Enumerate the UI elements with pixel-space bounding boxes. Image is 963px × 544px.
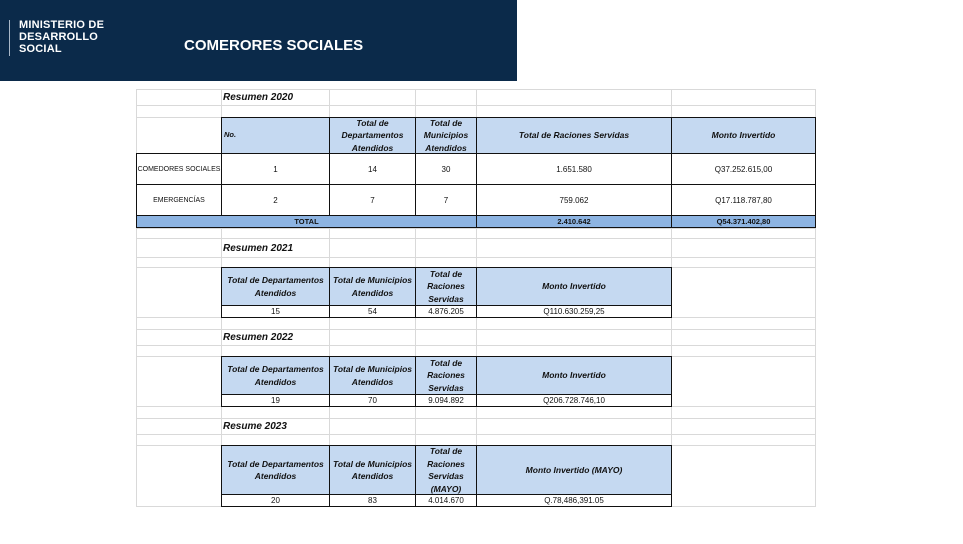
section-title-2021: Resumen 2021 bbox=[223, 243, 294, 254]
org-line-1: MINISTERIO DE bbox=[19, 19, 105, 31]
header-departamentos: Total de Departamentos Atendidos bbox=[221, 267, 330, 306]
row-label: COMEDORES SOCIALES bbox=[136, 153, 222, 185]
row-label: EMERGENCÍAS bbox=[136, 184, 222, 216]
gridline bbox=[136, 228, 816, 229]
cell-municipios: 30 bbox=[415, 153, 477, 185]
gridline bbox=[136, 89, 816, 90]
org-line-3: SOCIAL bbox=[19, 43, 62, 55]
cell-monto: Q206.728.746,10 bbox=[476, 394, 672, 407]
spreadsheet bbox=[136, 89, 815, 507]
cell-no: 1 bbox=[221, 153, 330, 185]
header-departamentos: Total de Departamentos Atendidos bbox=[221, 445, 330, 495]
gridline bbox=[136, 105, 816, 106]
header-raciones: Total de Raciones Servidas bbox=[476, 117, 672, 154]
header-raciones: Total de Raciones Servidas bbox=[415, 356, 477, 395]
cell-raciones: 759.062 bbox=[476, 184, 672, 216]
total-monto: Q54.371.402,80 bbox=[671, 215, 816, 228]
gridline bbox=[136, 345, 816, 346]
cell-departamentos: 15 bbox=[221, 305, 330, 318]
total-label: TOTAL bbox=[136, 215, 477, 228]
gridline bbox=[136, 434, 816, 435]
cell-departamentos: 14 bbox=[329, 153, 416, 185]
section-title-2020: Resumen 2020 bbox=[223, 92, 294, 103]
section-title-2023: Resume 2023 bbox=[223, 421, 287, 432]
header-no: No. bbox=[221, 117, 330, 154]
cell-departamentos: 19 bbox=[221, 394, 330, 407]
section-title-2022: Resumen 2022 bbox=[223, 332, 294, 343]
header-municipios: Total de Municipios Atendidos bbox=[329, 445, 416, 495]
header-municipios: Total de Municipios Atendidos bbox=[415, 117, 477, 154]
total-raciones: 2.410.642 bbox=[476, 215, 672, 228]
page-title: COMERORES SOCIALES bbox=[184, 37, 364, 54]
org-name bbox=[19, 19, 104, 55]
cell-municipios: 7 bbox=[415, 184, 477, 216]
cell-monto: Q17.118.787,80 bbox=[671, 184, 816, 216]
cell-departamentos: 20 bbox=[221, 494, 330, 507]
gridline bbox=[136, 238, 816, 239]
header-monto: Monto Invertido bbox=[476, 356, 672, 395]
header-monto: Monto Invertido (MAYO) bbox=[476, 445, 672, 495]
gridline bbox=[136, 329, 816, 330]
cell-monto: Q110.630.259,25 bbox=[476, 305, 672, 318]
gridline bbox=[136, 418, 816, 419]
cell-raciones: 4.014.670 bbox=[415, 494, 477, 507]
cell-departamentos: 7 bbox=[329, 184, 416, 216]
cell-municipios: 83 bbox=[329, 494, 416, 507]
cell-municipios: 70 bbox=[329, 394, 416, 407]
cell-raciones: 4.876.205 bbox=[415, 305, 477, 318]
cell-no: 2 bbox=[221, 184, 330, 216]
header-monto: Monto Invertido bbox=[671, 117, 816, 154]
header-departamentos: Total de Departamentos Atendidos bbox=[329, 117, 416, 154]
header-banner bbox=[0, 0, 517, 81]
cell-raciones: 1.651.580 bbox=[476, 153, 672, 185]
cell-monto: Q37.252.615,00 bbox=[671, 153, 816, 185]
header-departamentos: Total de Departamentos Atendidos bbox=[221, 356, 330, 395]
gridline bbox=[136, 257, 816, 258]
cell-monto: Q.78,486,391.05 bbox=[476, 494, 672, 507]
org-line-2: DESARROLLO bbox=[19, 31, 98, 43]
header-monto: Monto Invertido bbox=[476, 267, 672, 306]
header-raciones: Total de Raciones Servidas bbox=[415, 267, 477, 306]
cell-municipios: 54 bbox=[329, 305, 416, 318]
header-municipios: Total de Municipios Atendidos bbox=[329, 267, 416, 306]
header-raciones: Total de Raciones Servidas (MAYO) bbox=[415, 445, 477, 495]
cell-raciones: 9.094.892 bbox=[415, 394, 477, 407]
divider bbox=[9, 20, 10, 56]
header-municipios: Total de Municipios Atendidos bbox=[329, 356, 416, 395]
